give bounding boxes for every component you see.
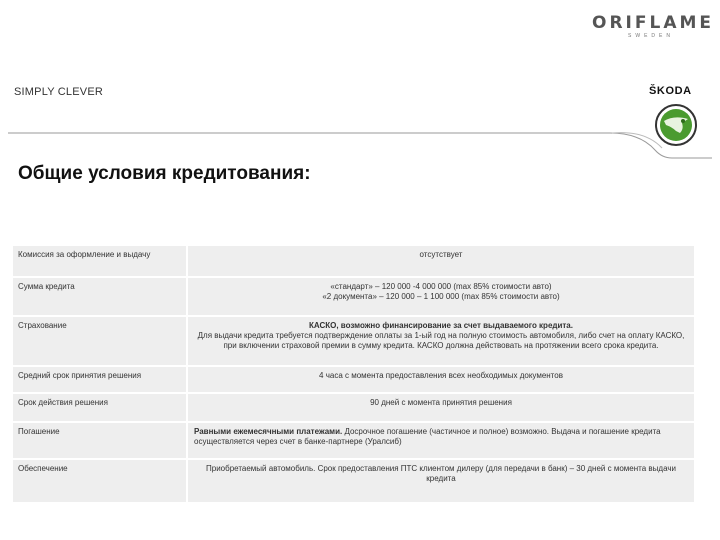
header-divider-arc bbox=[0, 100, 720, 160]
row-value-text: Досрочное погашение (частичное и полное) возможно. Выдача и погашение кредита осуществляется через счет в банке-партнере (Уралсиб) bbox=[194, 427, 661, 446]
row-value-bold: КАСКО, возможно финансирование за счет выдаваемого кредита. bbox=[309, 321, 573, 330]
row-label: Комиссия за оформление и выдачу bbox=[13, 246, 188, 278]
row-value bbox=[188, 423, 694, 460]
skoda-emblem-icon bbox=[654, 103, 698, 147]
table-row bbox=[13, 317, 694, 367]
row-value-text: 4 часа с момента предоставления всех необходимых документов bbox=[319, 371, 563, 380]
skoda-wordmark: ŠKODA bbox=[649, 85, 692, 97]
row-value-text: Для выдачи кредита требуется подтверждение оплаты за 1-ый год на полную стоимость автомобиля, либо счет на оплату КАСКО, при включении страховой премии в сумму кредита. КАСКО должна действовать на протяжении всего срока кредита. bbox=[197, 331, 685, 350]
row-value-text: отсутствует bbox=[419, 250, 463, 259]
row-value-text: Приобретаемый автомобиль. Срок предоставления ПТС клиентом дилеру (для передачи в банк) – 30 дней с момента выдачи кредита bbox=[206, 464, 676, 483]
row-value bbox=[188, 317, 694, 367]
page-title: Общие условия кредитования: bbox=[18, 163, 311, 184]
row-value-text: 90 дней с момента принятия решения bbox=[370, 398, 512, 407]
row-value-text-2: «2 документа» – 120 000 – 1 100 000 (max 85% стоимости авто) bbox=[322, 292, 560, 301]
table-row bbox=[13, 246, 694, 278]
credit-terms-table bbox=[13, 246, 694, 504]
row-label: Страхование bbox=[13, 317, 188, 367]
table-row bbox=[13, 278, 694, 317]
row-label: Средний срок принятия решения bbox=[13, 367, 188, 394]
row-value bbox=[188, 460, 694, 504]
row-label: Сумма кредита bbox=[13, 278, 188, 317]
table-row bbox=[13, 394, 694, 423]
row-value-bold: Равными ежемесячными платежами. bbox=[194, 427, 343, 436]
row-label: Погашение bbox=[13, 423, 188, 460]
row-value bbox=[188, 394, 694, 423]
row-value-text: «стандарт» – 120 000 -4 000 000 (max 85% стоимости авто) bbox=[330, 282, 552, 291]
oriflame-wordmark: ORIFLAME bbox=[592, 13, 714, 33]
table-row bbox=[13, 460, 694, 504]
row-label: Срок действия решения bbox=[13, 394, 188, 423]
oriflame-logo bbox=[592, 13, 714, 39]
row-value bbox=[188, 246, 694, 278]
row-value bbox=[188, 278, 694, 317]
table-row bbox=[13, 367, 694, 394]
oriflame-subtitle: SWEDEN bbox=[628, 33, 674, 39]
table-row bbox=[13, 423, 694, 460]
row-label: Обеспечение bbox=[13, 460, 188, 504]
row-value bbox=[188, 367, 694, 394]
slogan: SIMPLY CLEVER bbox=[14, 86, 104, 98]
